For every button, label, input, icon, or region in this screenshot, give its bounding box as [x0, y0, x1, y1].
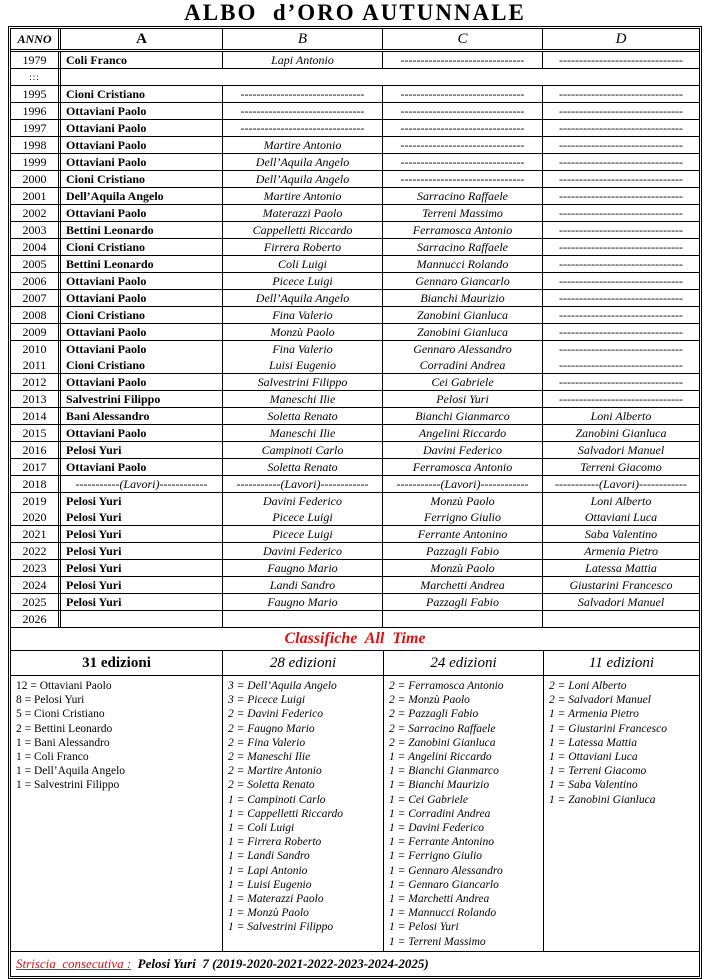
table-row: [11, 120, 699, 137]
winner-b-cell: Fina Valerio: [223, 341, 383, 357]
alltime-title: Classifiche All Time: [11, 628, 699, 651]
winner-a-cell: Bettini Leonardo: [61, 222, 223, 238]
alltime-entry: 2 = Pazzagli Fabio: [389, 708, 479, 721]
winner-c-cell: Zanobini Gianluca: [383, 307, 543, 323]
winner-b-cell: Maneschi Ilie: [223, 425, 383, 441]
winner-b-cell: Landi Sandro: [223, 577, 383, 593]
winner-d-cell: -------------------------------: [559, 290, 683, 305]
winner-a-cell: Ottaviani Paolo: [61, 425, 223, 441]
winner-a-cell: Dell’Aquila Angelo: [61, 188, 223, 204]
winner-c-cell: Sarracino Raffaele: [383, 239, 543, 255]
table-row: [11, 52, 699, 69]
alltime-list-a: [11, 676, 223, 951]
alltime-entry: 1 = Saba Valentino: [549, 779, 638, 792]
table-row: [11, 273, 699, 290]
winner-a-cell: Cioni Cristiano: [61, 239, 223, 255]
winner-b-cell: Monzù Paolo: [223, 324, 383, 340]
winner-c-cell: -------------------------------: [383, 120, 543, 136]
winner-a-cell: Ottaviani Paolo: [61, 290, 223, 306]
winner-a-cell: Ottaviani Paolo: [61, 341, 223, 357]
winner-b-cell: Martire Antonio: [223, 188, 383, 204]
winner-a-cell: Cioni Cristiano: [61, 171, 223, 187]
winner-a-cell: Ottaviani Paolo: [61, 205, 223, 221]
table-row: [11, 137, 699, 154]
winner-a-cell: Cioni Cristiano: [61, 86, 223, 102]
alltime-entry: 5 = Cioni Cristiano: [16, 708, 105, 721]
alltime-entry: 1 = Monzù Paolo: [228, 907, 309, 920]
alltime-entry: 1 = Ferrante Antonino: [389, 836, 494, 849]
winner-a-cell: Ottaviani Paolo: [61, 459, 223, 475]
winner-b-cell: -------------------------------: [223, 120, 383, 136]
winner-b-cell: Davini Federico: [223, 543, 383, 559]
winner-b-cell: Faugno Mario: [223, 560, 383, 576]
table-row: [11, 357, 699, 374]
winner-a-cell: Salvestrini Filippo: [61, 391, 223, 407]
table-row: [11, 425, 699, 442]
table-row: [11, 256, 699, 273]
table-row: [11, 307, 699, 324]
year-cell: 2004: [11, 239, 61, 255]
albo-table: [8, 26, 702, 979]
winner-d-cell: Ottaviani Luca: [584, 509, 658, 524]
table-row: [11, 188, 699, 205]
table-row: [11, 543, 699, 560]
winner-d-cell: -----------(Lavori)------------: [555, 476, 687, 491]
year-cell: 2005: [11, 256, 61, 272]
table-row: [11, 374, 699, 391]
table-row: [11, 69, 699, 86]
winner-a-cell: Pelosi Yuri: [61, 543, 223, 559]
alltime-entry: 2 = Maneschi Ilie: [228, 751, 311, 764]
winner-c-cell: Davini Federico: [383, 442, 543, 458]
winner-c-cell: Ferramosca Antonio: [383, 459, 543, 475]
winner-c-cell: -------------------------------: [383, 171, 543, 187]
winner-a-cell: Coli Franco: [61, 52, 223, 68]
winner-c-cell: Monzù Paolo: [383, 560, 543, 576]
winner-d-cell: Salvadori Manuel: [577, 442, 665, 457]
table-row: [11, 611, 699, 628]
alltime-header-d: 11 edizioni: [588, 654, 655, 671]
table-header-row: [11, 29, 699, 52]
winner-b-cell: [223, 611, 383, 627]
year-cell: 2019: [11, 493, 61, 509]
winner-b-cell: Picece Luigi: [223, 526, 383, 542]
winner-a-cell: [61, 69, 699, 85]
alltime-entry: 1 = Mannucci Rolando: [389, 907, 497, 920]
winner-c-cell: Bianchi Gianmarco: [383, 408, 543, 424]
winner-d-cell: -------------------------------: [559, 52, 683, 67]
table-row: [11, 408, 699, 425]
alltime-entry: 1 = Corradini Andrea: [389, 807, 491, 820]
year-cell: 2015: [11, 425, 61, 441]
winner-b-cell: Soletta Renato: [223, 408, 383, 424]
alltime-entry: 2 = Soletta Renato: [228, 779, 315, 792]
winner-b-cell: Picece Luigi: [223, 273, 383, 289]
alltime-header-c: 24 edizioni: [384, 651, 544, 675]
alltime-entry: 1 = Gennaro Alessandro: [389, 864, 503, 877]
year-cell: 2006: [11, 273, 61, 289]
winner-c-cell: Pelosi Yuri: [383, 391, 543, 407]
year-cell: 2003: [11, 222, 61, 238]
winner-d-cell: -------------------------------: [559, 120, 683, 135]
winner-a-cell: Pelosi Yuri: [61, 526, 223, 542]
alltime-entry: 1 = Gennaro Giancarlo: [389, 878, 499, 891]
alltime-entry: 3 = Dell’Aquila Angelo: [228, 680, 337, 692]
winner-d-cell: Loni Alberto: [590, 408, 652, 423]
year-cell: 1995: [11, 86, 61, 102]
header-col-c: C: [383, 29, 543, 49]
year-cell: 1998: [11, 137, 61, 153]
winner-a-cell: Pelosi Yuri: [61, 594, 223, 610]
table-row: [11, 442, 699, 459]
winner-d-cell: -------------------------------: [559, 239, 683, 254]
winner-b-cell: -------------------------------: [223, 86, 383, 102]
year-cell: 2009: [11, 324, 61, 340]
alltime-entry: 2 = Monzù Paolo: [389, 694, 470, 707]
alltime-entry: 1 = Luisi Eugenio: [228, 878, 312, 891]
winner-c-cell: Bianchi Maurizio: [383, 290, 543, 306]
winner-d-cell: -------------------------------: [559, 341, 683, 356]
table-row: [11, 86, 699, 103]
alltime-entry: 1 = Campinoti Carlo: [228, 793, 326, 806]
alltime-entry: 1 = Coli Franco: [16, 751, 89, 764]
winner-b-cell: Soletta Renato: [223, 459, 383, 475]
alltime-entry: 1 = Bianchi Maurizio: [389, 779, 490, 792]
winner-a-cell: Ottaviani Paolo: [61, 324, 223, 340]
alltime-entry: 1 = Landi Sandro: [228, 850, 310, 863]
year-cell: 2012: [11, 374, 61, 390]
alltime-list-b: [223, 676, 384, 951]
winner-c-cell: Ferramosca Antonio: [383, 222, 543, 238]
table-row: [11, 509, 699, 526]
table-row: [11, 560, 699, 577]
year-cell: 2020: [11, 509, 61, 525]
winner-d-cell: -------------------------------: [559, 171, 683, 186]
alltime-entry: 12 = Ottaviani Paolo: [16, 680, 112, 692]
winner-c-cell: Gennaro Giancarlo: [383, 273, 543, 289]
winner-b-cell: Luisi Eugenio: [223, 357, 383, 373]
winner-a-cell: Cioni Cristiano: [61, 307, 223, 323]
page-title: ALBO d’ORO AUTUNNALE: [184, 0, 526, 25]
winner-a-cell: Pelosi Yuri: [61, 509, 223, 525]
winner-b-cell: Cappelletti Riccardo: [223, 222, 383, 238]
winner-c-cell: Pazzagli Fabio: [383, 543, 543, 559]
winner-d-cell: -------------------------------: [559, 205, 683, 220]
table-row: [11, 239, 699, 256]
winner-c-cell: Monzù Paolo: [383, 493, 543, 509]
alltime-entry: 1 = Dell’Aquila Angelo: [16, 765, 126, 778]
winner-b-cell: Martire Antonio: [223, 137, 383, 153]
year-cell: 2001: [11, 188, 61, 204]
winner-c-cell: -------------------------------: [383, 86, 543, 102]
winner-a-cell: Ottaviani Paolo: [61, 154, 223, 170]
header-anno: ANNO: [11, 29, 61, 49]
year-cell: 2017: [11, 459, 61, 475]
winner-d-cell: Salvadori Manuel: [577, 594, 665, 609]
winner-d-cell: -------------------------------: [559, 103, 683, 118]
table-row: [11, 476, 699, 493]
table-row: [11, 391, 699, 408]
winner-d-cell: [543, 611, 699, 627]
year-cell: :::: [11, 69, 61, 85]
alltime-entry: 1 = Ferrigno Giulio: [389, 850, 483, 863]
winner-a-cell: Ottaviani Paolo: [61, 103, 223, 119]
winner-d-cell: -------------------------------: [559, 273, 683, 288]
winner-b-cell: Fina Valerio: [223, 307, 383, 323]
winner-a-cell: Ottaviani Paolo: [61, 374, 223, 390]
winner-c-cell: Mannucci Rolando: [383, 256, 543, 272]
alltime-entry: 3 = Picece Luigi: [228, 694, 306, 707]
alltime-entry: 1 = Davini Federico: [389, 822, 484, 835]
alltime-entry: 2 = Fina Valerio: [228, 736, 306, 749]
year-cell: 2002: [11, 205, 61, 221]
alltime-entry: 1 = Salvestrini Filippo: [16, 779, 120, 792]
winner-a-cell: [61, 611, 223, 627]
winner-b-cell: Faugno Mario: [223, 594, 383, 610]
table-row: [11, 154, 699, 171]
winner-c-cell: -------------------------------: [383, 154, 543, 170]
winner-b-cell: Firrera Roberto: [223, 239, 383, 255]
winner-d-cell: -------------------------------: [559, 188, 683, 203]
alltime-entry: 1 = Terreni Massimo: [389, 935, 486, 948]
winner-c-cell: Ferrante Antonino: [383, 526, 543, 542]
alltime-header-a: 31 edizioni: [11, 651, 223, 675]
winner-b-cell: Picece Luigi: [223, 509, 383, 525]
alltime-entry: 1 = Salvestrini Filippo: [228, 921, 334, 934]
winner-d-cell: Loni Alberto: [590, 493, 652, 508]
year-cell: 2018: [11, 476, 61, 492]
winner-d-cell: -------------------------------: [559, 307, 683, 322]
winner-b-cell: Lapi Antonio: [223, 52, 383, 68]
winner-c-cell: Sarracino Raffaele: [383, 188, 543, 204]
winner-b-cell: Campinoti Carlo: [223, 442, 383, 458]
table-row: [11, 594, 699, 611]
alltime-entry: 1 = Zanobini Gianluca: [549, 793, 656, 806]
winner-c-cell: -------------------------------: [383, 52, 543, 68]
winner-d-cell: Terreni Giacomo: [580, 459, 662, 474]
year-cell: 2023: [11, 560, 61, 576]
alltime-header-b: 28 edizioni: [223, 651, 384, 675]
year-cell: 2007: [11, 290, 61, 306]
winner-c-cell: [383, 611, 543, 627]
alltime-entry: 1 = Armenia Pietro: [549, 708, 639, 721]
alltime-entry: 1 = Bianchi Gianmarco: [389, 765, 499, 778]
year-cell: 2000: [11, 171, 61, 187]
year-cell: 2021: [11, 526, 61, 542]
year-cell: 2024: [11, 577, 61, 593]
table-row: [11, 290, 699, 307]
alltime-entry: 1 = Angelini Riccardo: [389, 751, 492, 764]
winner-d-cell: -------------------------------: [559, 324, 683, 339]
year-cell: 2013: [11, 391, 61, 407]
winner-b-cell: -----------(Lavori)------------: [223, 476, 383, 492]
alltime-entry: 1 = Giustarini Francesco: [549, 722, 667, 735]
year-cell: 2014: [11, 408, 61, 424]
winner-a-cell: Bani Alessandro: [61, 408, 223, 424]
streak-label: Striscia consecutiva :: [16, 955, 132, 971]
winner-d-cell: Zanobini Gianluca: [575, 425, 667, 440]
table-row: [11, 577, 699, 594]
winner-d-cell: -------------------------------: [559, 137, 683, 152]
table-body: [11, 52, 699, 628]
alltime-entry: 1 = Firrera Roberto: [228, 836, 322, 849]
winner-a-cell: Pelosi Yuri: [61, 493, 223, 509]
table-row: [11, 222, 699, 239]
table-row: [11, 324, 699, 341]
winner-a-cell: -----------(Lavori)------------: [61, 476, 223, 492]
alltime-entry: 1 = Coli Luigi: [228, 822, 295, 835]
table-row: [11, 493, 699, 509]
winner-a-cell: Cioni Cristiano: [61, 357, 223, 373]
winner-b-cell: Maneschi Ilie: [223, 391, 383, 407]
alltime-entry: 1 = Lapi Antonio: [228, 864, 308, 877]
winner-b-cell: Dell’Aquila Angelo: [223, 290, 383, 306]
winner-c-cell: -----------(Lavori)------------: [383, 476, 543, 492]
alltime-entry: 1 = Latessa Mattia: [549, 736, 637, 749]
year-cell: 1999: [11, 154, 61, 170]
year-cell: 1979: [11, 52, 61, 68]
alltime-header-row: [11, 651, 699, 676]
alltime-entry: 1 = Cei Gabriele: [389, 793, 468, 806]
winner-c-cell: Ferrigno Giulio: [383, 509, 543, 525]
streak-value: Pelosi Yuri 7 (2019-2020-2021-2022-2023-2024-2025): [131, 955, 429, 971]
alltime-entry: 1 = Materazzi Paolo: [228, 893, 324, 906]
winner-b-cell: Coli Luigi: [223, 256, 383, 272]
header-col-b: B: [223, 29, 383, 49]
winner-a-cell: Ottaviani Paolo: [61, 137, 223, 153]
alltime-entry: 1 = Bani Alessandro: [16, 736, 110, 749]
winner-c-cell: -------------------------------: [383, 137, 543, 153]
header-col-a: A: [61, 29, 223, 49]
winner-b-cell: Materazzi Paolo: [223, 205, 383, 221]
winner-a-cell: Pelosi Yuri: [61, 577, 223, 593]
winner-b-cell: Salvestrini Filippo: [223, 374, 383, 390]
winner-b-cell: Dell’Aquila Angelo: [223, 171, 383, 187]
winner-a-cell: Ottaviani Paolo: [61, 120, 223, 136]
table-row: [11, 171, 699, 188]
alltime-entry: 2 = Sarracino Raffaele: [389, 722, 496, 735]
winner-d-cell: -------------------------------: [559, 374, 683, 389]
year-cell: 2011: [11, 357, 61, 373]
alltime-entry: 2 = Loni Alberto: [549, 680, 627, 692]
winner-d-cell: Latessa Mattia: [585, 560, 657, 575]
table-row: [11, 526, 699, 543]
alltime-entry: 2 = Faugno Mario: [228, 722, 315, 735]
winner-d-cell: Armenia Pietro: [584, 543, 658, 558]
winner-b-cell: Dell’Aquila Angelo: [223, 154, 383, 170]
alltime-list-d: [544, 676, 699, 951]
alltime-entry: 1 = Ottaviani Luca: [549, 751, 638, 764]
winner-d-cell: -------------------------------: [559, 86, 683, 101]
alltime-entry: 2 = Zanobini Gianluca: [389, 736, 496, 749]
winner-c-cell: Corradini Andrea: [383, 357, 543, 373]
winner-d-cell: -------------------------------: [559, 222, 683, 237]
year-cell: 1996: [11, 103, 61, 119]
winner-d-cell: -------------------------------: [559, 357, 683, 372]
table-row: [11, 459, 699, 476]
alltime-entry: 2 = Ferramosca Antonio: [389, 680, 504, 692]
year-cell: 2010: [11, 341, 61, 357]
winner-c-cell: Zanobini Gianluca: [383, 324, 543, 340]
year-cell: 2022: [11, 543, 61, 559]
alltime-entry: 1 = Marchetti Andrea: [389, 893, 490, 906]
winner-a-cell: Bettini Leonardo: [61, 256, 223, 272]
year-cell: 2025: [11, 594, 61, 610]
winner-d-cell: -------------------------------: [559, 391, 683, 406]
year-cell: 2016: [11, 442, 61, 458]
winner-a-cell: Ottaviani Paolo: [61, 273, 223, 289]
winner-d-cell: Saba Valentino: [584, 526, 658, 541]
streak-row: [11, 951, 699, 976]
winner-c-cell: Terreni Massimo: [383, 205, 543, 221]
winner-c-cell: Marchetti Andrea: [383, 577, 543, 593]
winner-b-cell: -------------------------------: [223, 103, 383, 119]
alltime-entry: 1 = Cappelletti Riccardo: [228, 807, 343, 820]
winner-c-cell: Angelini Riccardo: [383, 425, 543, 441]
alltime-entry: 1 = Terreni Giacomo: [549, 765, 647, 778]
year-cell: 1997: [11, 120, 61, 136]
winner-c-cell: Gennaro Alessandro: [383, 341, 543, 357]
winner-a-cell: Pelosi Yuri: [61, 442, 223, 458]
winner-b-cell: Davini Federico: [223, 493, 383, 509]
winner-c-cell: Pazzagli Fabio: [383, 594, 543, 610]
alltime-list-c: [384, 676, 544, 951]
alltime-lists: [11, 676, 699, 951]
header-col-d: D: [615, 30, 627, 47]
table-row: [11, 341, 699, 357]
alltime-entry: 8 = Pelosi Yuri: [16, 694, 85, 707]
alltime-entry: 2 = Davini Federico: [228, 708, 323, 721]
winner-d-cell: -------------------------------: [559, 256, 683, 271]
alltime-entry: 2 = Salvadori Manuel: [549, 694, 651, 707]
table-row: [11, 103, 699, 120]
alltime-entry: 2 = Bettini Leonardo: [16, 722, 113, 735]
alltime-entry: 2 = Martire Antonio: [228, 765, 322, 778]
winner-a-cell: Pelosi Yuri: [61, 560, 223, 576]
winner-c-cell: Cei Gabriele: [383, 374, 543, 390]
table-row: [11, 205, 699, 222]
winner-d-cell: -------------------------------: [559, 154, 683, 169]
winner-c-cell: -------------------------------: [383, 103, 543, 119]
year-cell: 2026: [11, 611, 61, 627]
alltime-entry: 1 = Pelosi Yuri: [389, 921, 459, 934]
year-cell: 2008: [11, 307, 61, 323]
winner-d-cell: Giustarini Francesco: [569, 577, 673, 592]
